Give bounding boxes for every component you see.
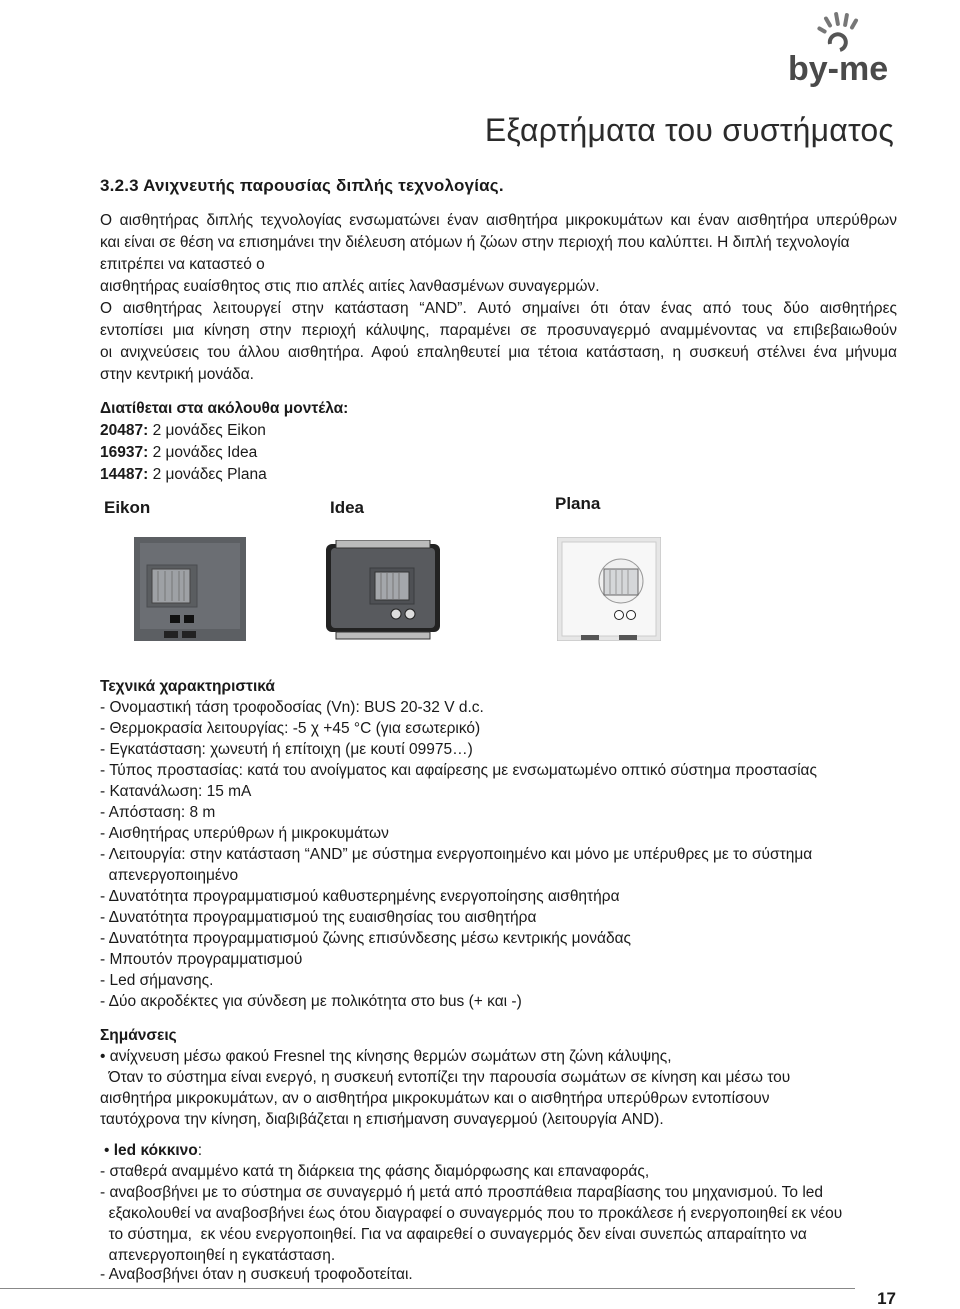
model-desc: 2 μονάδες Eikon <box>148 422 266 439</box>
model-code: 14487: <box>100 466 149 483</box>
page-number: 17 <box>877 1289 896 1308</box>
led-colon: : <box>197 1142 203 1159</box>
spec-line: - Αισθητήρας υπερύθρων ή μικροκυμάτων <box>100 825 389 842</box>
spec-line: - Τύπος προστασίας: κατά του ανοίγματος και αφαίρεσης με ενσωματωμένο οπτικό σύστημα προστασίας <box>100 762 817 779</box>
notes-heading: Σημάνσεις <box>100 1027 177 1044</box>
note-line: αισθητήρα μικροκυμάτων, αν ο αισθητήρα μικροκυμάτων και ο αισθητήρα υπερύθρων εντοπίσουν <box>100 1090 770 1107</box>
led-line: εξακολουθεί να αναβοσβήνει έως ότου διαγραφεί ο συναγερμός που το προκάλεσε ή ενεργοποιηθεί εκ νέου <box>100 1205 843 1222</box>
page-heading: Εξαρτήματα του συστήματος <box>484 112 894 148</box>
spec-line: - Δυνατότητα προγραμματισμού καθυστερημένης ενεργοποίησης αισθητήρα <box>100 888 620 905</box>
intro-line: εντοπίσει μια κίνηση στην περιοχή κάλυψης, παραμένει σε προσυναγερμό αναμμένοντας να επιβεβαιωθούν <box>100 322 897 339</box>
model-code: 20487: <box>100 422 149 439</box>
model-code: 16937: <box>100 444 149 461</box>
model-desc: 2 μονάδες Idea <box>148 444 258 461</box>
note-line: • ανίχνευση μέσω φακού Fresnel της κίνησης θερμών σωμάτων στη ζώνη κάλυψης, <box>100 1048 672 1065</box>
intro-line: αισθητήρας ευαίσθητος στις πιο απλές αιτίες λανθασμένων συναγερμών. <box>100 278 600 295</box>
plana-device-image <box>557 537 661 641</box>
led-heading <box>104 1140 202 1162</box>
spec-line: - Ονομαστική τάση τροφοδοσίας (Vn): BUS 20-32 V d.c. <box>100 699 484 716</box>
intro-line: Ο αισθητήρας λειτουργεί στην κατάσταση “AND”. Αυτό σημαίνει ότι όταν ένας από τους δύο αισθητήρες <box>100 300 897 317</box>
svg-text:by-me: by-me <box>788 50 889 88</box>
spec-line: - Δυνατότητα προγραμματισμού ζώνης επισύνδεσης μέσω κεντρικής μονάδας <box>100 930 632 947</box>
led-label: led κόκκινο <box>113 1142 198 1159</box>
intro-line: Ο αισθητήρας διπλής τεχνολογίας ενσωματώνει έναν αισθητήρα μικροκυμάτων και έναν αισθητήρα υπερύθρων <box>100 212 897 229</box>
idea-label: Idea <box>330 498 365 517</box>
intro-line: στην κεντρική μονάδα. <box>100 366 254 383</box>
specs-heading: Τεχνικά χαρακτηριστικά <box>100 678 275 695</box>
spec-line: - Απόσταση: 8 m <box>100 804 216 821</box>
led-line: το σύστημα, εκ νέου ενεργοποιηθεί. Για να αφαιρεθεί ο συναγερμός δεν είναι συνεπώς απαραίτητο να <box>100 1226 807 1243</box>
model-desc: 2 μονάδες Plana <box>148 466 267 483</box>
spec-line: - Μπουτόν προγραμματισμού <box>100 951 303 968</box>
idea-device-image <box>326 540 440 640</box>
models-heading: Διατίθεται στα ακόλουθα μοντέλα: <box>100 400 349 417</box>
spec-line: - Εγκατάσταση: χωνευτή ή επίτοιχη (με κουτί 09975…) <box>100 741 473 758</box>
section-title: 3.2.3 Ανιχνευτής παρουσίας διπλής τεχνολογίας. <box>100 176 504 195</box>
spec-line: - Κατανάλωση: 15 mA <box>100 783 252 800</box>
hand-rays-icon <box>817 12 859 34</box>
eikon-label: Eikon <box>104 498 151 517</box>
intro-line: οι ανιχνεύσεις του άλλου αισθητήρα. Αφού επαληθευτεί μια τέτοια κατάσταση, η συσκευή στέλνει ένα μήνυμα <box>100 344 897 361</box>
led-line: - αναβοσβήνει με το σύστημα σε συναγερμό ή μετά από προσπάθεια παραβίασης του μηχανισμού. Το led <box>100 1184 824 1201</box>
spec-line: - Δύο ακροδέκτες για σύνδεση με πολικότητα στο bus (+ και -) <box>100 993 522 1010</box>
led-line: - Αναβοσβήνει όταν η συσκευή τροφοδοτείται. <box>100 1266 413 1283</box>
model-item <box>100 420 266 442</box>
intro-line: επιτρέπει να καταστεό ο <box>100 256 265 273</box>
bullet: • <box>104 1142 110 1159</box>
note-line: Όταν το σύστημα είναι ενεργό, η συσκευή εντοπίζει την παρουσία σωμάτων σε κίνηση και μέσω του <box>100 1069 791 1086</box>
model-item <box>100 442 257 464</box>
note-line: ταυτόχρονα την κίνηση, διαβιβάζεται η επισήμανση συναγερμού (λειτουργία AND). <box>100 1111 664 1128</box>
spec-line: - Λειτουργία: στην κατάσταση “AND” με σύστημα ενεργοποιημένο και μόνο με υπέρυθρες με το σύστημα <box>100 846 813 863</box>
led-line: - σταθερά αναμμένο κατά τη διάρκεια της φάσης διαμόρφωσης και επαναφοράς, <box>100 1163 650 1180</box>
by-me-logo <box>780 10 920 90</box>
spec-line: - Δυνατότητα προγραμματισμού της ευαισθησίας του αισθητήρα <box>100 909 537 926</box>
footer-divider <box>0 1288 855 1289</box>
model-item <box>100 464 267 486</box>
spec-line: - Θερμοκρασία λειτουργίας: -5 χ +45 °C (για εσωτερικό) <box>100 720 481 737</box>
plana-label: Plana <box>555 494 601 513</box>
intro-line: και είναι σε θέση να επισημάνει την διέλευση ατόμων ή ζώων στην περιοχή που καλύπτει. Η διπλή τεχνολογία <box>100 234 850 251</box>
spec-line: - Led σήμανσης. <box>100 972 214 989</box>
spec-line: απενεργοποιημένο <box>100 867 239 884</box>
eikon-device-image <box>134 537 246 641</box>
led-line: απενεργοποιηθεί η εγκατάσταση. <box>100 1247 336 1264</box>
